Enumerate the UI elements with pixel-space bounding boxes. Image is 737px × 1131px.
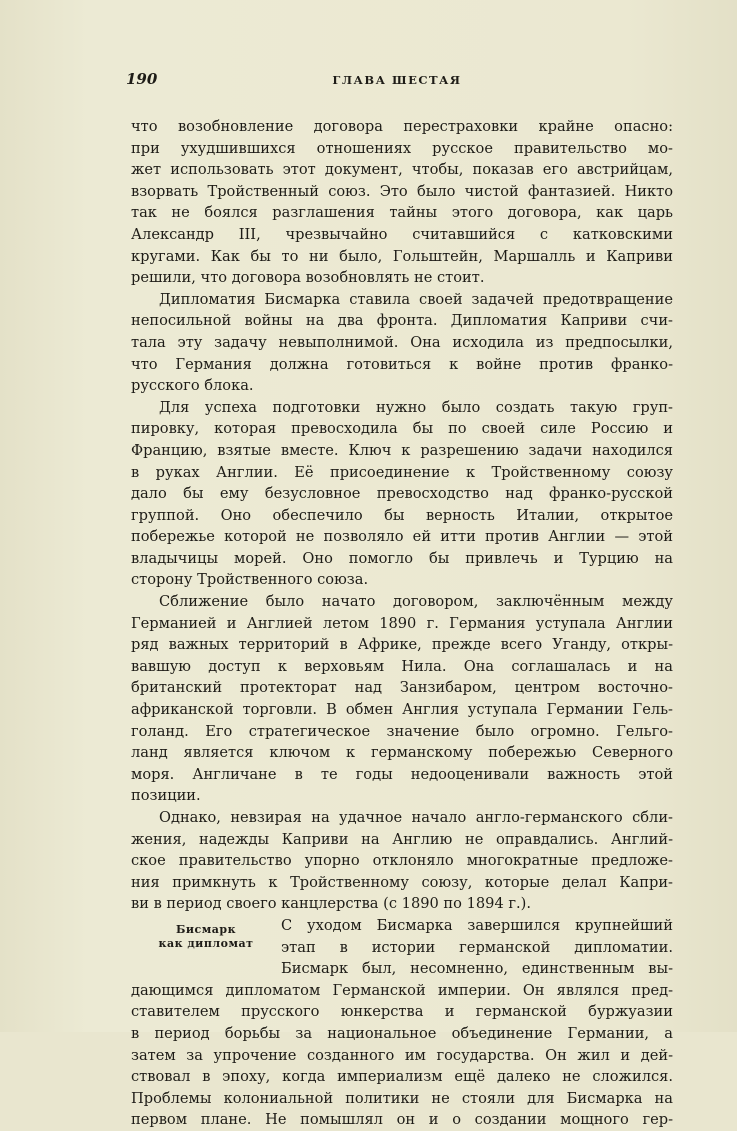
text-line: жет использовать этот документ, чтобы, показав его австрийцам,: [131, 161, 673, 179]
text-line: Бисмарк был, несомненно, единственным вы-: [281, 960, 673, 978]
running-title: ГЛАВА ШЕСТАЯ: [332, 73, 462, 87]
text-line: Однако, невзирая на удачное начало англо-германского сбли-: [159, 809, 673, 826]
margin-note: [131, 923, 281, 951]
text-line: Францию, взятые вместе. Ключ к разрешению задачи находился: [131, 441, 673, 459]
text-line: затем за упрочение созданного им государства. Он жил и дей-: [131, 1046, 673, 1064]
text-line: ви в период своего канцлерства (с 1890 по 1894 г.).: [131, 895, 531, 913]
text-line: ния примкнуть к Тройственному союзу, которые делал Капри-: [131, 873, 673, 891]
margin-note-line: как дипломат: [158, 936, 254, 950]
text-line: Дипломатия Бисмарка ставила своей задачей предотвращение: [159, 290, 673, 308]
text-line: Проблемы колониальной политики не стояли для Бисмарка на: [131, 1089, 673, 1107]
text-line: русского блока.: [131, 377, 254, 395]
text-line: ланд является ключом к германскому побережью Северного: [131, 744, 673, 762]
text-line: ставителем прусского юнкерства и германской буржуазии: [131, 1003, 673, 1021]
text-line: голанд. Его стратегическое значение было огромно. Гельго-: [131, 722, 673, 740]
text-line: непосильной войны на два фронта. Дипломатия Каприви счи-: [131, 312, 673, 330]
text-line: решили, что договора возобновлять не стоит.: [131, 269, 485, 287]
text-line: британский протекторат над Занзибаром, центром восточно-: [131, 679, 673, 697]
text-line: позиции.: [131, 787, 201, 805]
text-line: в руках Англии. Её присоединение к Тройственному союзу: [131, 463, 673, 481]
text-line: кругами. Как бы то ни было, Гольштейн, Маршалль и Каприви: [131, 247, 673, 265]
text-line: вавшую доступ к верховьям Нила. Она соглашалась и на: [131, 657, 673, 675]
text-line: ряд важных территорий в Африке, прежде всего Уганду, откры-: [131, 636, 673, 654]
text-line: С уходом Бисмарка завершился крупнейший: [281, 916, 673, 934]
text-line: побережье которой не позволяло ей итти против Англии — этой: [131, 528, 673, 546]
text-line: дающимся дипломатом Германской империи. Он являлся пред-: [131, 981, 673, 999]
text-line: что возобновление договора перестраховки крайне опасно:: [131, 118, 673, 135]
text-line: ствовал в эпоху, когда империализм ещё далеко не сложился.: [131, 1068, 673, 1086]
text-line: взорвать Тройственный союз. Это было чистой фантазией. Никто: [131, 182, 673, 200]
text-line: в период борьбы за национальное объединение Германии, а: [131, 1024, 673, 1042]
text-line: тала эту задачу невыполнимой. Она исходила из предпосылки,: [131, 333, 673, 351]
page-body: [131, 116, 673, 1131]
text-line: моря. Англичане в те годы недооценивали важность этой: [131, 765, 673, 783]
text-line: что Германия должна готовиться к войне против франко-: [131, 355, 673, 373]
text-line: жения, надежды Каприви на Англию не оправдались. Англий-: [131, 830, 673, 848]
text-line: Александр III, чрезвычайно считавшийся с катковскими: [131, 225, 673, 243]
margin-note-line: Бисмарк: [175, 922, 237, 936]
text-line: африканской торговли. В обмен Англия уступала Германии Гель-: [131, 701, 673, 719]
text-line: дало бы ему безусловное превосходство над франко-русской: [131, 485, 673, 503]
text-line: так не боялся разглашения тайны этого договора, как царь: [131, 204, 673, 222]
page-number: 190: [126, 70, 158, 88]
text-line: пировку, которая превосходила бы по своей силе Россию и: [131, 420, 673, 438]
text-line: первом плане. Не помышлял он и о создании мощного гер-: [131, 1111, 673, 1129]
text-line: Для успеха подготовки нужно было создать такую груп-: [159, 398, 673, 416]
text-line: владычицы морей. Оно помогло бы привлечь и Турцию на: [131, 549, 673, 567]
text-line: ское правительство упорно отклоняло многократные предложе-: [131, 852, 673, 870]
text-line: группой. Оно обеспечило бы верность Италии, открытое: [131, 506, 673, 524]
text-line: этап в истории германской дипломатии.: [281, 938, 673, 956]
text-line: Сближение было начато договором, заключённым между: [159, 593, 673, 611]
margin-section: [131, 915, 673, 980]
text-line: Германией и Англией летом 1890 г. Германия уступала Англии: [131, 614, 673, 632]
text-line: сторону Тройственного союза.: [131, 571, 369, 589]
page-header: [124, 70, 670, 92]
text-line: при ухудшившихся отношениях русское правительство мо-: [131, 139, 673, 157]
